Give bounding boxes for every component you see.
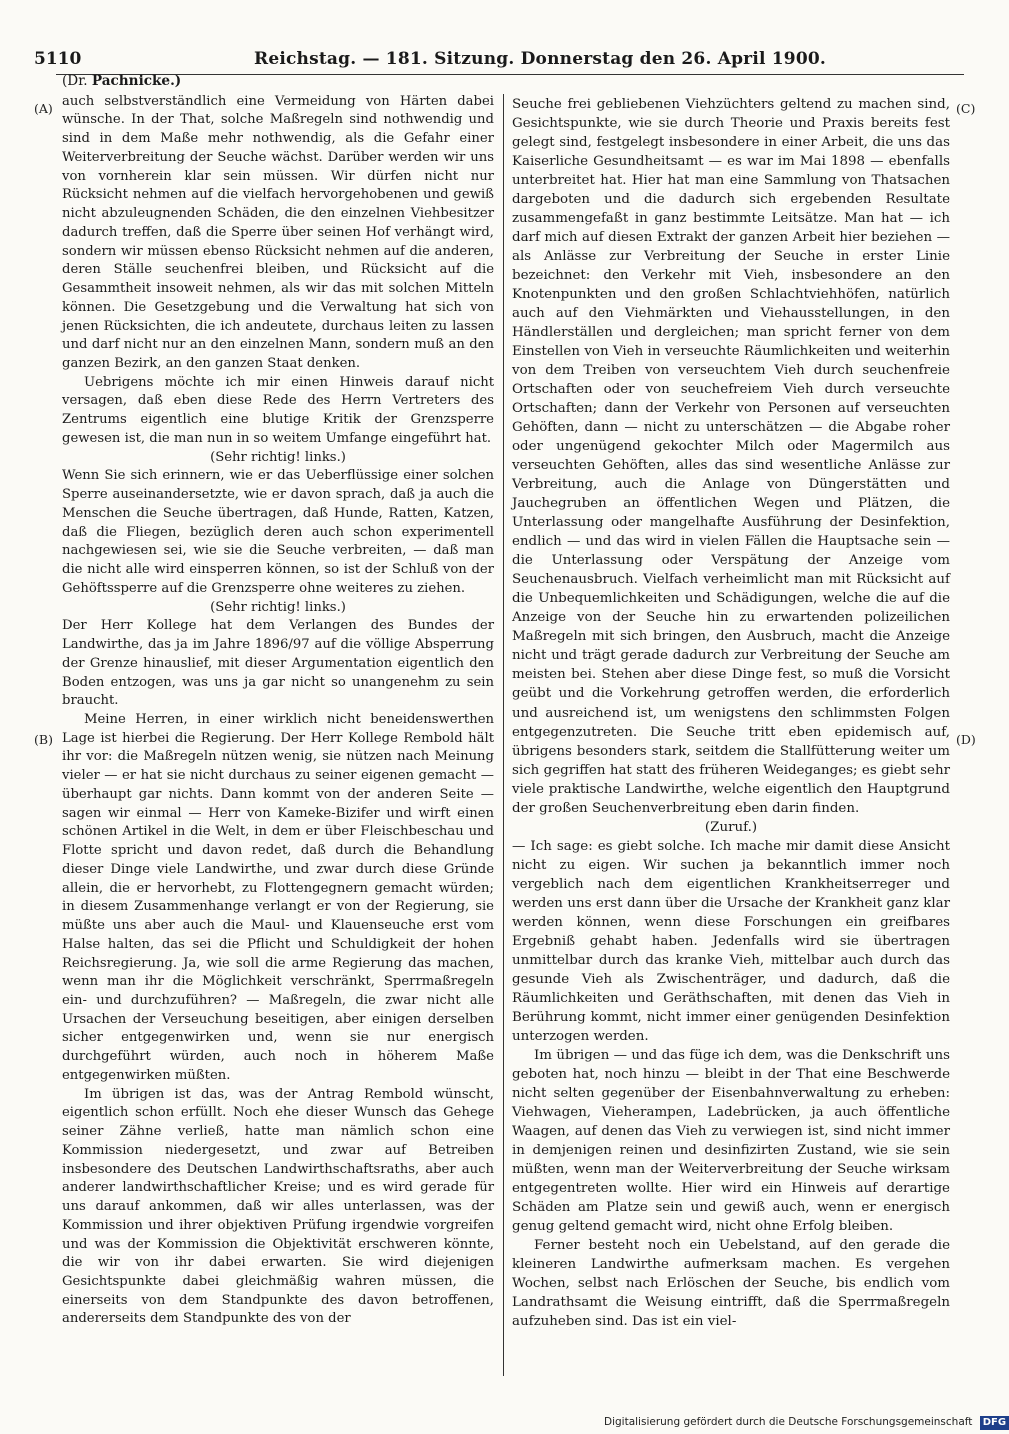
left-column: [62, 72, 494, 1378]
paragraph: Im übrigen — und das füge ich dem, was die Denkschrift uns geboten hat, noch hinzu — bleibt in der That eine Beschwerde nicht selten gegenüber der Eisenbahnverwaltung zu erheben: Viehwagen, Vieherampen, Ladebrücken, ja auch öffentliche Waagen, auf denen das Vieh zu verwiegen ist, sind nicht immer in demjenigen reinen und desinfizirten Zustand, wie sie sein müßten, wenn man der Weiterverbreitung der Seuche wirksam entgegentreten wollte. Hier wird ein Hinweis auf derartige Schäden am Platze sein und gewiß auch, wenn er energisch genug geltend gemacht wird, nicht ohne Erfolg bleiben.: [512, 1047, 950, 1234]
margin-marker-a: (A): [34, 101, 53, 116]
speaker-label: [62, 72, 494, 91]
interjection: (Zuruf.): [704, 819, 758, 835]
paragraph: — Ich sage: es giebt solche. Ich mache mir damit diese Ansicht nicht zu eigen. Wir suchen ja bekanntlich immer noch vergeblich nach dem eigentlichen Krankheitserreger und werden uns erst dann über die Ursache der Krankheit ganz klar werden können, wenn diese Forschungen ein greifbares Ergebniß gehabt haben. Jedenfalls wird sie übertragen unmittelbar durch das kranke Vieh, mittelbar auch durch das gesunde Vieh als Zwischenträger, und dadurch, daß die Räumlichkeiten und Geräthschaften, mit denen das Vieh in Berührung kommt, nicht immer einer genügenden Desinfektion unterzogen werden.: [512, 838, 950, 1044]
interjection: (Sehr richtig! links.): [210, 449, 346, 465]
speaker-title: (Dr.: [62, 73, 88, 89]
interjection: (Sehr richtig! links.): [210, 599, 346, 615]
paragraph: Wenn Sie sich erinnern, wie er das Ueberflüssige einer solchen Sperre auseinandersetzte, wie er davon sprach, daß ja auch die Menschen die Seuche übertragen, daß Hunde, Ratten, Katzen, daß die Fliegen, bezüglich deren auch schon experimentell nachgewiesen sei, wie sie die Seuche verbreiten, — daß man die nicht alle wird einsperren können, so ist der Schluß von der Gehöftssperre auf die Grenzsperre ohne weiteres zu ziehen.: [62, 468, 494, 596]
right-column: [512, 95, 950, 1378]
margin-marker-b: (B): [34, 732, 53, 747]
page-number: 5110: [34, 49, 82, 69]
page-header: [34, 46, 826, 72]
dfg-logo: DFG: [980, 1416, 1009, 1430]
paragraph: auch selbstverständlich eine Vermeidung von Härten dabei wünsche. In der That, solche Maßregeln sind nothwendig und sind in dem Maße mehr nothwendig, als die Gefahr einer Weiterverbreitung der Seuche wächst. Darüber werden wir uns von vornherein klar sein müssen. Wir dürfen nicht nur Rücksicht nehmen auf die vielfach hervorgehobenen und gewiß nicht abzuleugnenden Schäden, die den einzelnen Viehbesitzer dadurch treffen, daß die Sperre über seinen Hof verhängt wird, sondern wir müssen ebenso Rücksicht nehmen auf die anderen, deren Ställe seuchenfrei bleiben, und Rücksicht auf die Gesammtheit insoweit nehmen, als wir das mit solchen Mitteln können. Die Gesetzgebung und die Verwaltung hat sich von jenen Rücksichten, die ich andeutete, durchaus leiten zu lassen und darf nicht nur an den einzelnen Mann, sondern muß an den ganzen Bezirk, an den ganzen Staat denken.: [62, 93, 494, 372]
paragraph: Ferner besteht noch ein Uebelstand, auf den gerade die kleineren Landwirthe aufmerksam machen. Es vergehen Wochen, selbst nach Erlöschen der Seuche, bis endlich vom Landrathsamt die Weisung eintrifft, daß die Sperrmaßregeln aufzuheben sind. Das ist ein viel-: [512, 1237, 950, 1329]
paragraph: Meine Herren, in einer wirklich nicht beneidenswerthen Lage ist hierbei die Regierung. Der Herr Kollege Rembold hält ihr vor: die Maßregeln nützen wenig, sie nützen nach Meinung vieler — er hat sie nicht durchaus zu seiner eigenen gemacht — überhaupt gar nichts. Dann kommt von der anderen Seite — sagen wir einmal — Herr von Kameke-Bizifer und wirft einen schönen Artikel in die Welt, in dem er über Fleischbeschau und Flotte spricht und davon redet, daß durch die Behandlung dieser Dinge viele Landwirthe, und zwar durch diese Gründe allein, die er hervorhebt, zu Flottengegnern gemacht würden; in diesem Zusammenhange verlangt er von der Regierung, sie müßte uns aber auch die Maul- und Klauenseuche erst vom Halse halten, das sei die Pflicht und Schuldigkeit der hohen Reichsregierung. Ja, wie soll die arme Regierung das machen, wenn man ihr die Möglichkeit verschränkt, Sperrmaßregeln ein- und durchzuführen? — Maßregeln, die zwar nicht alle Ursachen der Verseuchung beseitigen, aber einigen derselben sicher entgegenwirken und, wenn sie nur energisch durchgeführt würden, auch noch in höherem Maße entgegenwirken müßten.: [62, 711, 494, 1083]
paragraph: Seuche frei gebliebenen Viehzüchters geltend zu machen sind, Gesichtspunkte, wie sie durch Theorie und Praxis bereits fest gelegt sind, festgelegt insbesondere in einer Arbeit, die uns das Kaiserliche Gesundheitsamt — es war im Mai 1898 — ebenfalls unterbreitet hat. Hier hat man eine Sammlung von Thatsachen dargeboten und die dadurch sich ergebenden Resultate zusammengefaßt in ganz bestimmte Leitsätze. Man hat — ich darf mich auf diesen Extrakt der ganzen Arbeit hier beziehen — als Anlässe zur Verbreitung der Seuche in erster Linie bezeichnet: den Verkehr mit Vieh, insbesondere an den Knotenpunkten und den großen Schlachtviehhöfen, natürlich auch auf den Viehmärkten und Viehausstellungen, in den Händlerställen und dergleichen; man spricht ferner von dem Einstellen von Vieh in verseuchte Räumlichkeiten und weiterhin von dem Treiben von verseuchtem Vieh durch seuchenfreie Ortschaften oder von seuchefreiem Vieh durch verseuchte Ortschaften; dann der Verkehr von Personen auf verseuchten Gehöften, dann — nicht zu unterschätzen — die Abgabe roher oder ungenügend gekochter Milch oder Magermilch aus verseuchten Gehöften, alles das sind wesentliche Anlässe zur Verbreitung, auch die Anlage von Düngerstätten und Jauchegruben an öffentlichen Wegen und Plätzen, die Unterlassung oder mangelhafte Ausführung der Desinfektion, endlich — und das wird in vielen Fällen die Hauptsache sein — die Unterlassung oder Verspätung der Anzeige vom Seuchenausbruch. Vielfach verheimlicht man mit Rücksicht auf die Unbequemlichkeiten und Schädigungen, welche die auf die Anzeige von der Seuche hin zu erwartenden polizeilichen Maßregeln mit sich bringen, den Ausbruch, macht die Anzeige nicht und trägt gerade dadurch zur Verbreitung der Seuche am meisten bei. Stehen aber diese Dinge fest, so muß die Vorsicht geübt und die Vorkehrung getroffen werden, die erforderlich und ausreichend ist, um wenigstens den schlimmsten Folgen entgegenzutreten. Die Seuche tritt eben epidemisch auf, übrigens besonders stark, seitdem die Stallfütterung weiter um sich gegriffen hat statt des früheren Weideganges; es giebt sehr viele praktische Landwirthe, welche eigentlich den Hauptgrund der großen Seuchenverbreitung eben darin finden.: [512, 97, 950, 816]
margin-marker-c: (C): [956, 101, 976, 116]
running-title: Reichstag. — 181. Sitzung. Donnerstag den 26. April 1900.: [254, 49, 826, 69]
speaker-name: Pachnicke.): [91, 73, 182, 89]
footer-credit: [604, 1414, 1007, 1430]
footer-text: Digitalisierung gefördert durch die Deutsche Forschungsgemeinschaft: [604, 1416, 973, 1428]
paragraph: Uebrigens möchte ich mir einen Hinweis darauf nicht versagen, daß eben diese Rede des Herrn Vertreters des Zentrums eigentlich eine blutige Kritik der Grenzsperre gewesen ist, die man nun in so weitem Umfange eingeführt hat.: [62, 374, 494, 446]
column-divider: [503, 94, 504, 1376]
margin-marker-d: (D): [956, 732, 976, 747]
paragraph: Im übrigen ist das, was der Antrag Rembold wünscht, eigentlich schon erfüllt. Noch ehe dieser Wunsch das Gehege seiner Zähne verließ, hatte man nämlich schon eine Kommission niedergesetzt, und zwar auf Betreiben insbesondere des Deutschen Landwirthschaftsraths, aber auch anderer landwirthschaftlicher Kreise; und es wird gerade für uns darauf ankommen, daß wir alles unterlassen, was der Kommission und ihrer objektiven Prüfung irgendwie vorgreifen und was der Kommission die Objektivität erschweren könnte, die wir von ihr dabei erwarten. Sie wird diejenigen Gesichtspunkte dabei gleichmäßig wahren müssen, die einerseits von dem Standpunkte des davon betroffenen, andererseits dem Standpunkte des von der: [62, 1086, 494, 1327]
paragraph: Der Herr Kollege hat dem Verlangen des Bundes der Landwirthe, das ja im Jahre 1896/97 auf die völlige Absperrung der Grenze hinauslief, mit dieser Argumentation eigentlich den Boden entzogen, was uns ja gar nicht so unangenehm zu sein braucht.: [62, 618, 494, 709]
